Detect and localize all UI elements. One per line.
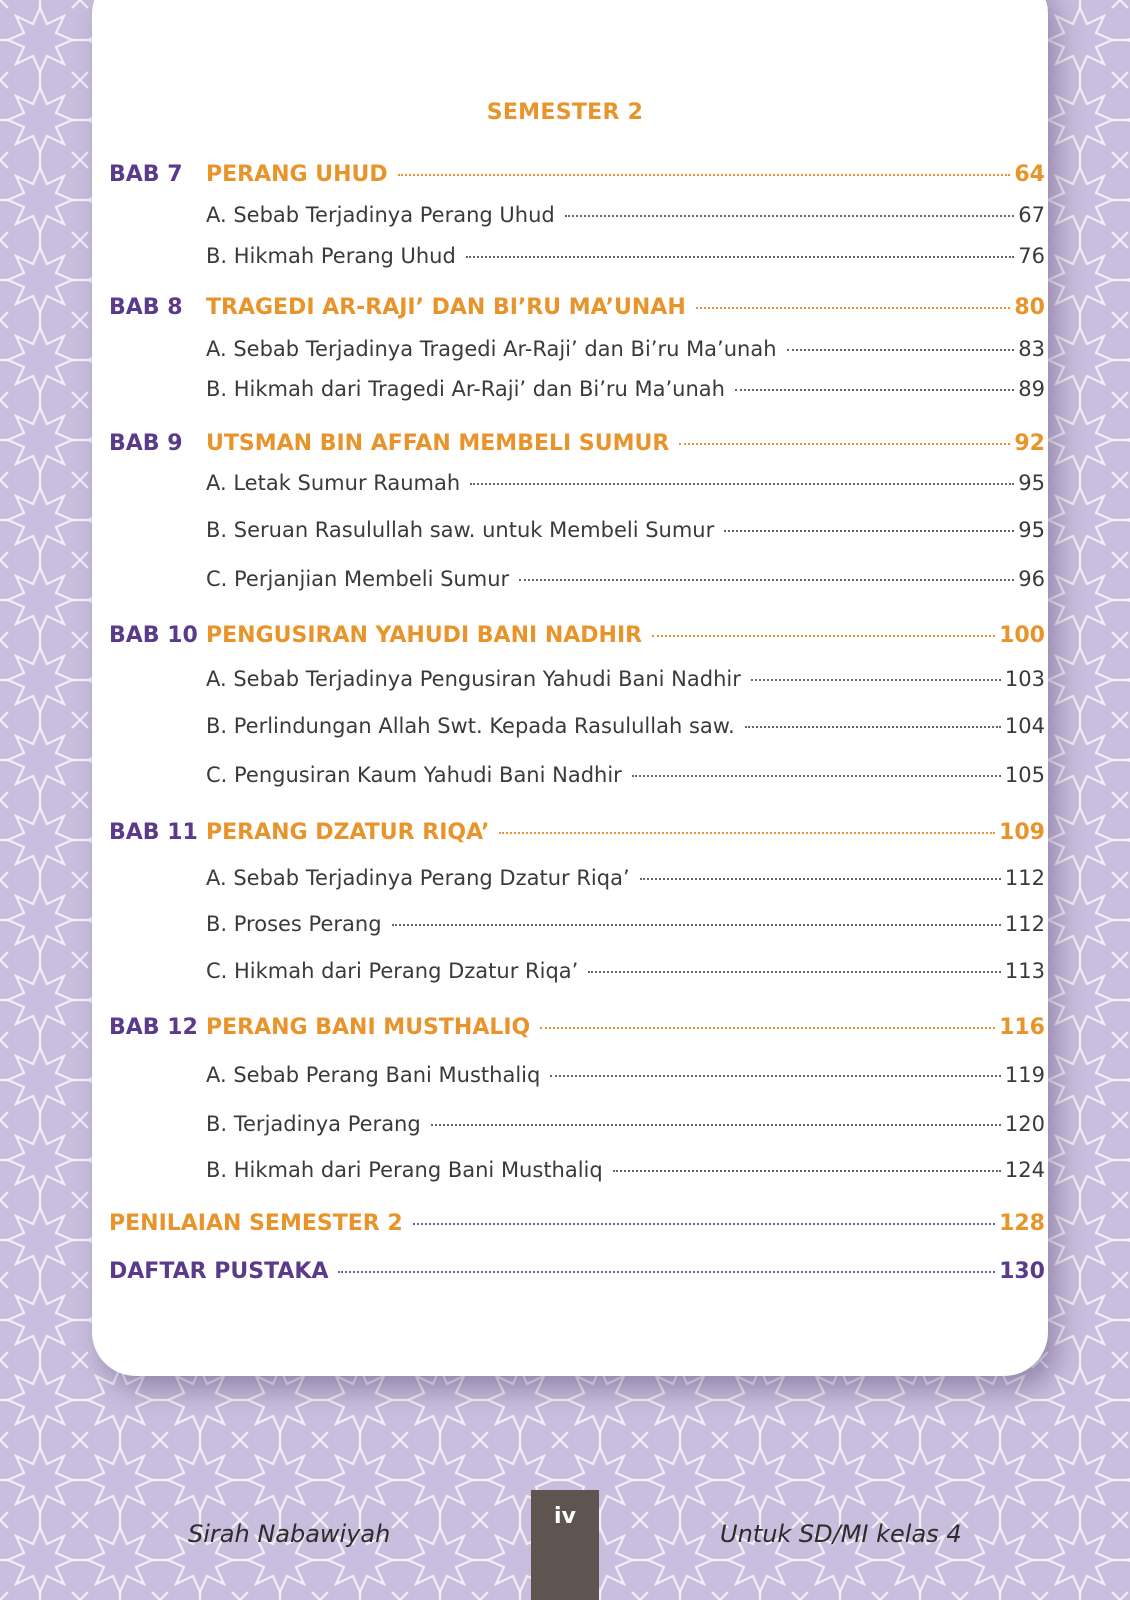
section-entry — [206, 1109, 1045, 1139]
dot-leader — [519, 579, 1014, 581]
section-entry-title: B. Terjadinya Perang — [206, 1112, 421, 1136]
dot-leader — [787, 349, 1015, 351]
section-row — [0, 863, 1130, 893]
dot-leader — [540, 1027, 995, 1029]
chapter-entry-page: 92 — [1014, 431, 1045, 456]
section-row — [0, 200, 1130, 230]
chapter-number: BAB 9 — [109, 431, 183, 456]
dot-leader — [588, 971, 1001, 973]
section-entry-title: A. Letak Sumur Raumah — [206, 471, 461, 495]
section-entry-title: B. Hikmah dari Perang Bani Musthaliq — [206, 1158, 603, 1182]
dot-leader — [338, 1271, 995, 1273]
section-entry-page: 119 — [1004, 1063, 1045, 1087]
chapter-entry — [206, 818, 1045, 848]
section-entry — [206, 564, 1045, 594]
section-entry — [206, 760, 1045, 790]
dot-leader — [466, 256, 1014, 258]
section-entry-page: 113 — [1004, 959, 1045, 983]
section-entry-page: 67 — [1018, 203, 1045, 227]
section-entry-page: 112 — [1004, 912, 1045, 936]
chapter-row — [0, 818, 1130, 848]
extra-entry — [109, 1257, 1045, 1287]
extra-entry — [109, 1209, 1045, 1239]
section-row — [0, 909, 1130, 939]
section-entry-page: 112 — [1004, 866, 1045, 890]
section-entry-page: 103 — [1004, 667, 1045, 691]
chapter-entry — [206, 293, 1045, 323]
chapter-number: BAB 7 — [109, 162, 183, 187]
section-entry-page: 95 — [1018, 518, 1045, 542]
section-row — [0, 711, 1130, 741]
section-entry-title: C. Pengusiran Kaum Yahudi Bani Nadhir — [206, 763, 622, 787]
chapter-entry — [206, 1013, 1045, 1043]
section-entry — [206, 1060, 1045, 1090]
section-entry-page: 83 — [1018, 337, 1045, 361]
chapter-entry-page: 80 — [1014, 295, 1045, 320]
dot-leader — [652, 635, 995, 637]
section-entry — [206, 468, 1045, 498]
chapter-number: BAB 11 — [109, 820, 198, 845]
dot-leader — [470, 483, 1014, 485]
extra-entry-page: 130 — [999, 1259, 1045, 1284]
chapter-row — [0, 160, 1130, 190]
section-row — [0, 1155, 1130, 1185]
page-number-box — [531, 1490, 599, 1600]
dot-leader — [431, 1124, 1001, 1126]
section-entry-page: 120 — [1004, 1112, 1045, 1136]
chapter-row — [0, 429, 1130, 459]
chapter-entry-page: 116 — [999, 1015, 1045, 1040]
section-row — [0, 241, 1130, 271]
section-entry — [206, 863, 1045, 893]
section-row — [0, 664, 1130, 694]
chapter-row — [0, 621, 1130, 651]
section-entry-title: B. Seruan Rasulullah saw. untuk Membeli Sumur — [206, 518, 715, 542]
semester-heading: SEMESTER 2 — [486, 100, 644, 125]
section-entry-page: 104 — [1004, 714, 1045, 738]
dot-leader — [398, 174, 1011, 176]
section-entry — [206, 200, 1045, 230]
dot-leader — [632, 775, 1001, 777]
section-entry-title: A. Sebab Terjadinya Perang Uhud — [206, 203, 555, 227]
dot-leader — [499, 832, 995, 834]
section-row — [0, 760, 1130, 790]
section-entry-page: 124 — [1004, 1158, 1045, 1182]
section-entry-page: 105 — [1004, 763, 1045, 787]
dot-leader — [696, 307, 1011, 309]
section-entry — [206, 664, 1045, 694]
chapter-row — [0, 1013, 1130, 1043]
page-number: iv — [554, 1504, 576, 1529]
section-entry-title: B. Hikmah Perang Uhud — [206, 244, 456, 268]
dot-leader — [679, 443, 1010, 445]
section-entry-title: B. Proses Perang — [206, 912, 382, 936]
section-entry — [206, 515, 1045, 545]
chapter-entry — [206, 160, 1045, 190]
section-entry-title: B. Hikmah dari Tragedi Ar-Raji’ dan Bi’ru Ma’unah — [206, 377, 725, 401]
section-entry-title: C. Hikmah dari Perang Dzatur Riqa’ — [206, 959, 579, 983]
chapter-entry — [206, 621, 1045, 651]
dot-leader — [550, 1075, 1001, 1077]
dot-leader — [413, 1223, 995, 1225]
section-entry — [206, 334, 1045, 364]
dot-leader — [724, 530, 1014, 532]
section-entry-title: A. Sebab Terjadinya Tragedi Ar-Raji’ dan Bi’ru Ma’unah — [206, 337, 777, 361]
dot-leader — [735, 389, 1014, 391]
section-entry-title: A. Sebab Perang Bani Musthaliq — [206, 1063, 541, 1087]
section-row — [0, 468, 1130, 498]
section-entry — [206, 909, 1045, 939]
dot-leader — [745, 726, 1001, 728]
dot-leader — [392, 924, 1001, 926]
chapter-entry-page: 100 — [999, 623, 1045, 648]
section-entry-title: C. Perjanjian Membeli Sumur — [206, 567, 510, 591]
extra-row — [0, 1209, 1130, 1239]
chapter-entry-title: UTSMAN BIN AFFAN MEMBELI SUMUR — [206, 431, 670, 456]
chapter-number: BAB 8 — [109, 295, 183, 320]
section-entry — [206, 374, 1045, 404]
section-entry — [206, 241, 1045, 271]
chapter-entry — [206, 429, 1045, 459]
footer-book-title: Sirah Nabawiyah — [188, 1520, 391, 1548]
dot-leader — [751, 679, 1001, 681]
section-row — [0, 515, 1130, 545]
section-row — [0, 956, 1130, 986]
chapter-entry-title: PENGUSIRAN YAHUDI BANI NADHIR — [206, 623, 643, 648]
extra-entry-title: PENILAIAN SEMESTER 2 — [109, 1211, 403, 1236]
section-entry-page: 96 — [1018, 567, 1045, 591]
section-row — [0, 334, 1130, 364]
section-entry — [206, 1155, 1045, 1185]
dot-leader — [640, 878, 1001, 880]
extra-entry-title: DAFTAR PUSTAKA — [109, 1259, 329, 1284]
section-entry-page: 95 — [1018, 471, 1045, 495]
section-row — [0, 1109, 1130, 1139]
extra-row — [0, 1257, 1130, 1287]
section-row — [0, 374, 1130, 404]
section-entry-page: 89 — [1018, 377, 1045, 401]
chapter-row — [0, 293, 1130, 323]
dot-leader — [613, 1170, 1001, 1172]
chapter-entry-title: TRAGEDI AR-RAJI’ DAN BI’RU MA’UNAH — [206, 295, 686, 320]
section-entry — [206, 711, 1045, 741]
section-entry-title: B. Perlindungan Allah Swt. Kepada Rasulullah saw. — [206, 714, 735, 738]
extra-entry-page: 128 — [999, 1211, 1045, 1236]
section-row — [0, 564, 1130, 594]
chapter-number: BAB 10 — [109, 623, 198, 648]
section-entry-page: 76 — [1018, 244, 1045, 268]
chapter-entry-title: PERANG BANI MUSTHALIQ — [206, 1015, 531, 1040]
footer-audience: Untuk SD/MI kelas 4 — [720, 1520, 962, 1548]
chapter-number: BAB 12 — [109, 1015, 198, 1040]
section-entry-title: A. Sebab Terjadinya Perang Dzatur Riqa’ — [206, 866, 630, 890]
section-entry-title: A. Sebab Terjadinya Pengusiran Yahudi Bani Nadhir — [206, 667, 741, 691]
chapter-entry-page: 109 — [999, 820, 1045, 845]
chapter-entry-page: 64 — [1014, 162, 1045, 187]
chapter-entry-title: PERANG DZATUR RIQA’ — [206, 820, 490, 845]
dot-leader — [565, 215, 1015, 217]
section-row — [0, 1060, 1130, 1090]
section-entry — [206, 956, 1045, 986]
chapter-entry-title: PERANG UHUD — [206, 162, 388, 187]
